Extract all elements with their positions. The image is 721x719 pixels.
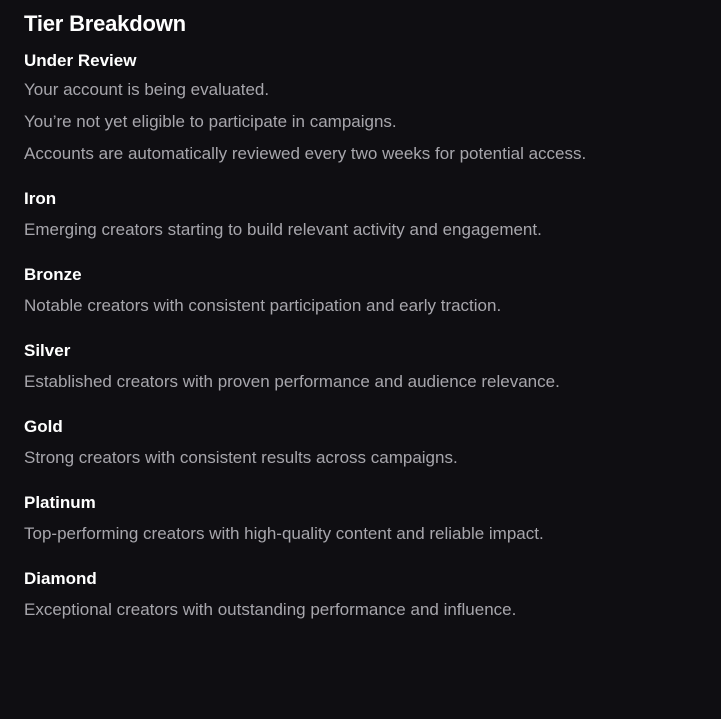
tier-description: Top-performing creators with high-quality content and reliable impact. — [24, 524, 544, 543]
tier-platinum — [24, 492, 697, 550]
tier-diamond — [24, 568, 697, 626]
tier-description: Accounts are automatically reviewed every two weeks for potential access. — [24, 144, 587, 163]
tier-description: You’re not yet eligible to participate in campaigns. — [24, 112, 397, 131]
tier-iron — [24, 188, 697, 246]
tier-description: Established creators with proven performance and audience relevance. — [24, 372, 560, 391]
tier-name: Gold — [24, 417, 63, 436]
tier-description: Your account is being evaluated. — [24, 80, 270, 99]
tier-name: Diamond — [24, 569, 97, 588]
tier-silver — [24, 340, 697, 398]
tier-name: Iron — [24, 189, 57, 208]
tier-name: Silver — [24, 341, 71, 360]
tier-description: Notable creators with consistent participation and early traction. — [24, 296, 502, 315]
tier-name: Bronze — [24, 265, 82, 284]
tier-bronze — [24, 264, 697, 322]
tier-description: Exceptional creators with outstanding performance and influence. — [24, 600, 517, 619]
tier-description: Emerging creators starting to build relevant activity and engagement. — [24, 220, 542, 239]
tier-description: Strong creators with consistent results across campaigns. — [24, 448, 458, 467]
tier-gold — [24, 416, 697, 474]
page-title: Tier Breakdown — [24, 11, 186, 36]
tier-name: Under Review — [24, 51, 137, 70]
tier-name: Platinum — [24, 493, 96, 512]
tier-under-review — [24, 50, 697, 170]
